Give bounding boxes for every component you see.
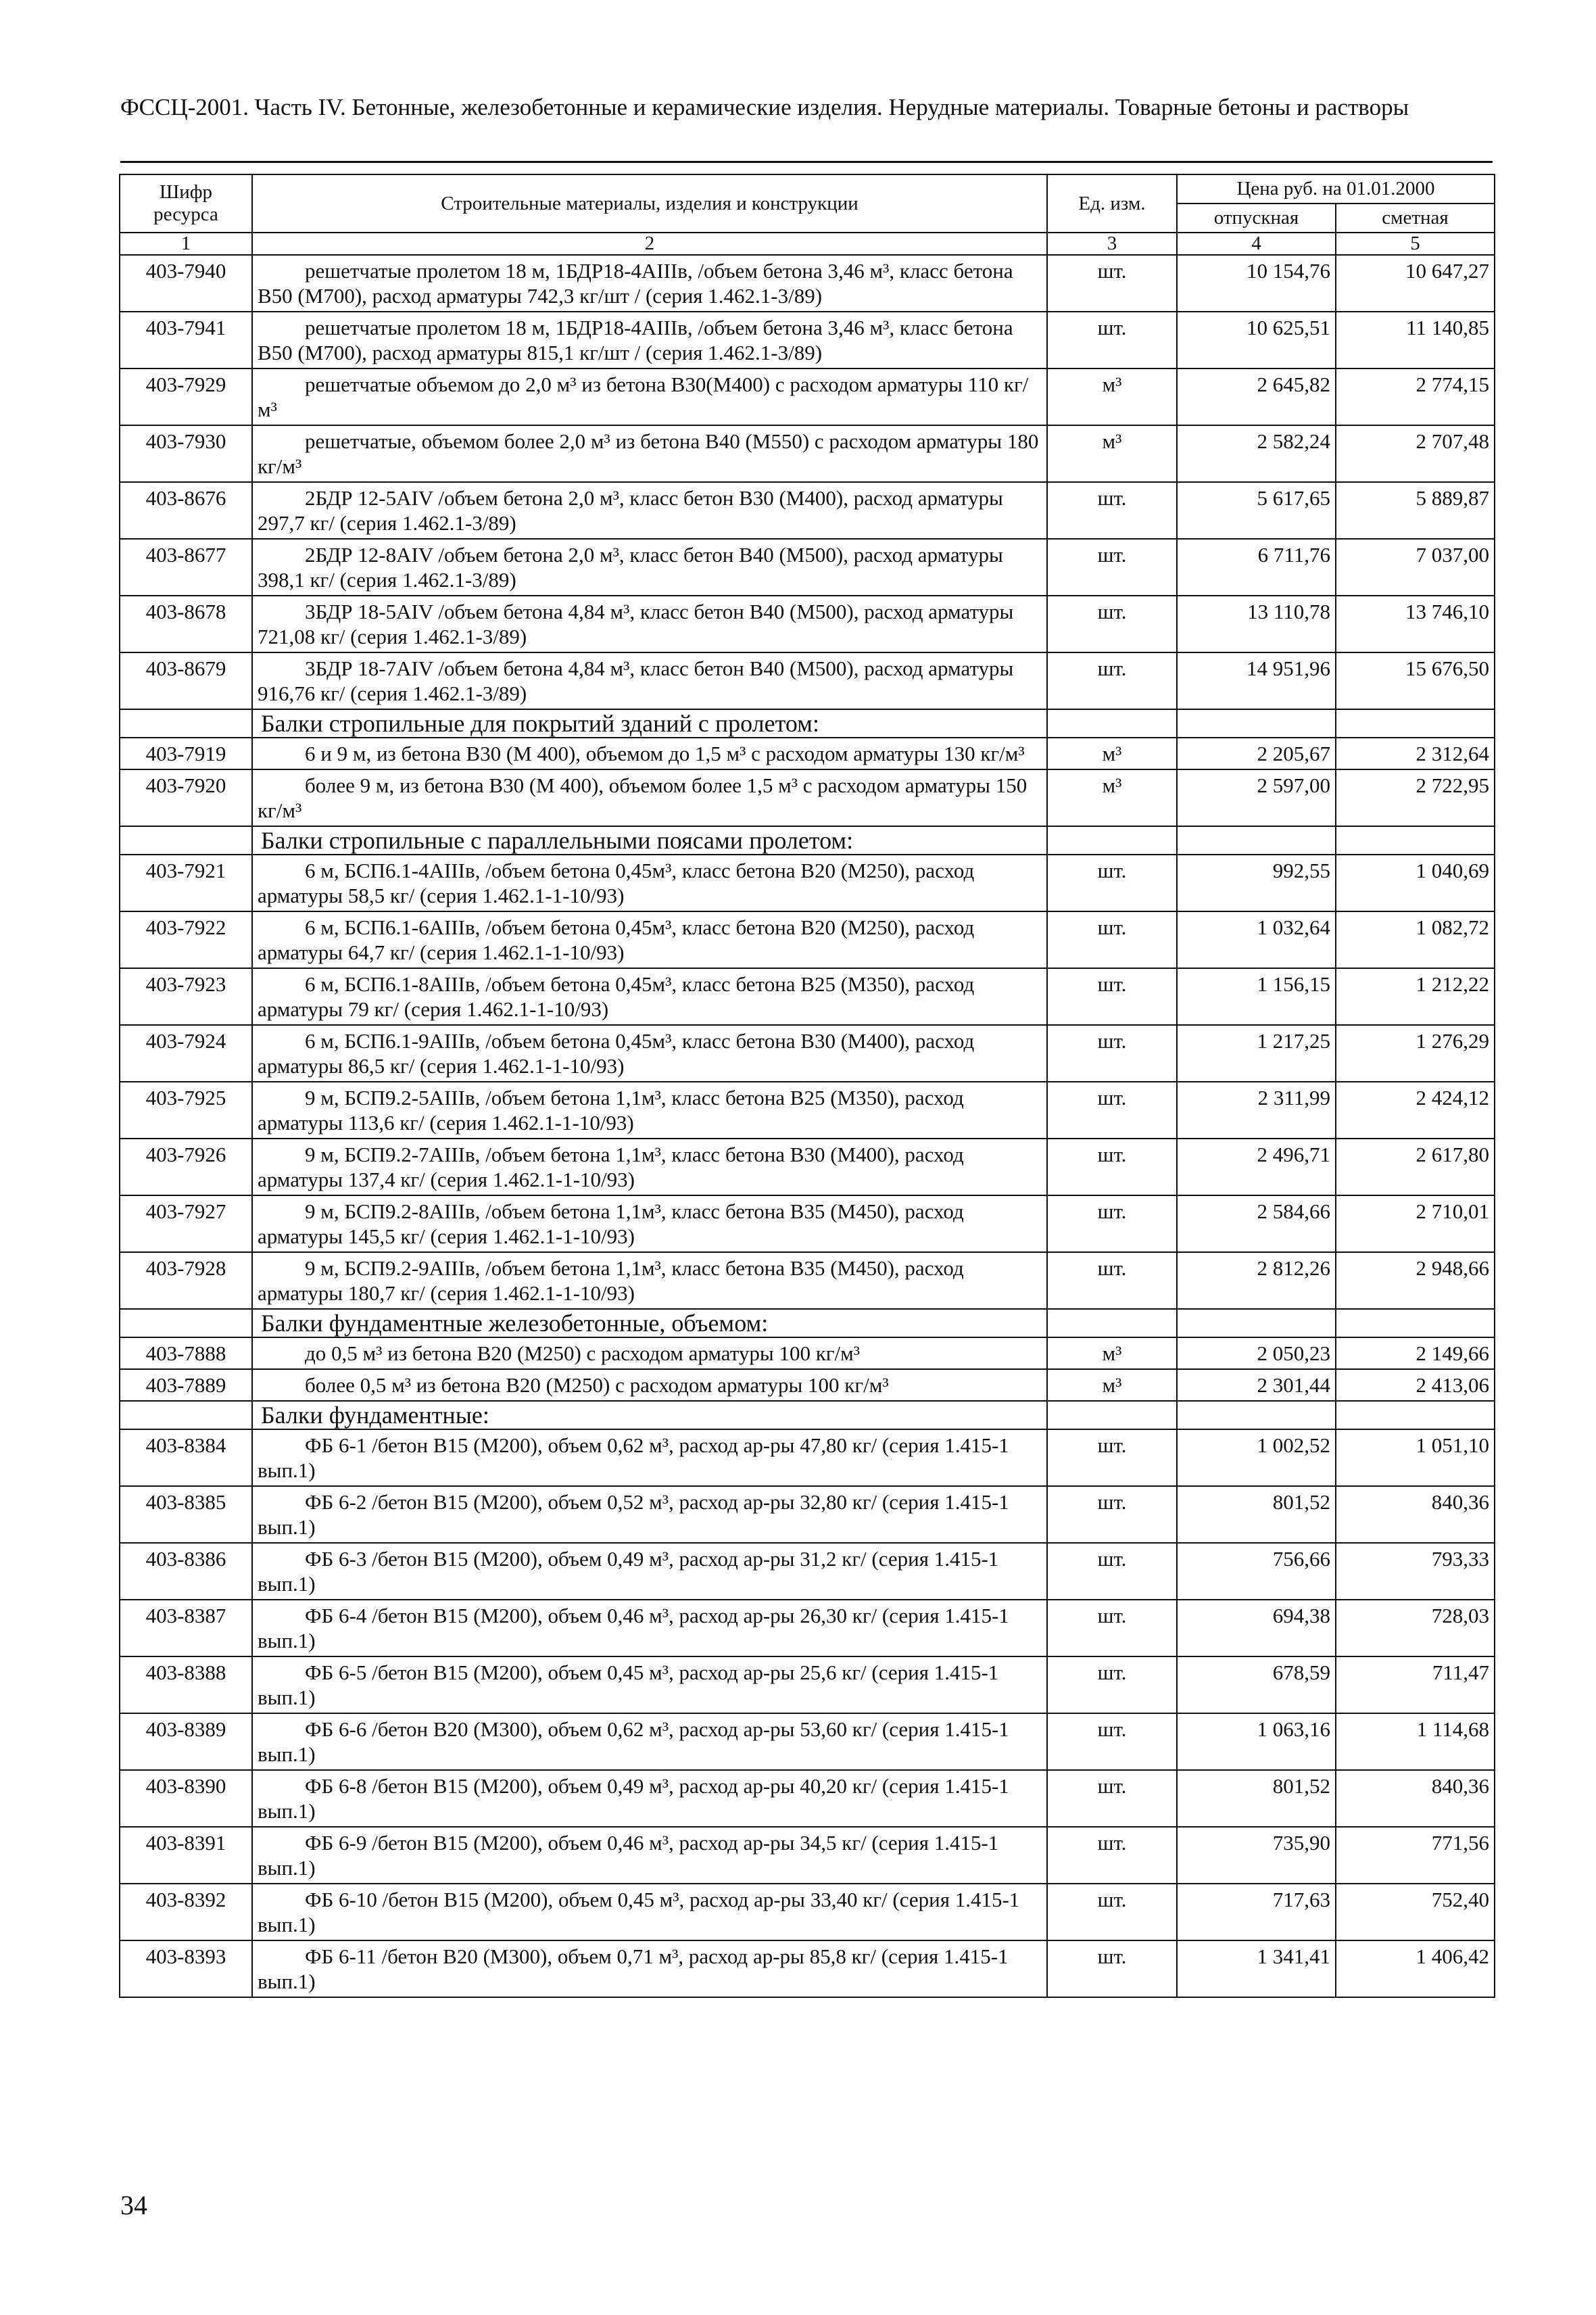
unit-cell: шт. <box>1047 968 1177 1025</box>
unit-cell: шт. <box>1047 1713 1177 1770</box>
unit-cell: шт. <box>1047 1940 1177 1997</box>
unit-cell: м³ <box>1047 769 1177 826</box>
column-index: 4 <box>1177 233 1336 255</box>
estimate-price-cell: 1 051,10 <box>1336 1429 1495 1486</box>
release-price-cell: 735,90 <box>1177 1827 1336 1884</box>
table-row <box>120 1139 1495 1195</box>
resource-code-cell: 403-8678 <box>120 596 252 652</box>
table-row <box>120 1429 1495 1486</box>
table-row <box>120 1543 1495 1600</box>
table-row <box>120 596 1495 652</box>
estimate-price-cell: 10 647,27 <box>1336 255 1495 312</box>
description-cell: решетчатые объемом до 2,0 м³ из бетона В30(М400) с расходом арматуры 110 кг/м³ <box>252 368 1047 425</box>
release-price-cell: 2 205,67 <box>1177 738 1336 769</box>
price-table <box>119 174 1495 1998</box>
table-row <box>120 1827 1495 1884</box>
release-price-cell: 2 311,99 <box>1177 1082 1336 1139</box>
estimate-price-cell: 2 774,15 <box>1336 368 1495 425</box>
unit-cell: шт. <box>1047 482 1177 539</box>
release-price-cell: 10 625,51 <box>1177 312 1336 368</box>
release-price-cell: 2 582,24 <box>1177 425 1336 482</box>
unit-cell: шт. <box>1047 1195 1177 1252</box>
description-cell: ФБ 6-11 /бетон В20 (М300), объем 0,71 м³, расход ар-ры 85,8 кг/ (серия 1.415-1 вып.1) <box>252 1940 1047 1997</box>
table-row <box>120 425 1495 482</box>
unit-cell: шт. <box>1047 1429 1177 1486</box>
unit-cell: шт. <box>1047 312 1177 368</box>
estimate-price-cell: 2 707,48 <box>1336 425 1495 482</box>
page-header: ФССЦ-2001. Часть IV. Бетонные, железобетонные и керамические изделия. Нерудные материалы. Товарные бетоны и растворы <box>120 94 1409 120</box>
release-price-cell: 14 951,96 <box>1177 652 1336 709</box>
resource-code-cell: 403-7930 <box>120 425 252 482</box>
description-cell: 3БДР 18-5АIV /объем бетона 4,84 м³, класс бетон В40 (М500), расход арматуры 721,08 кг/ (серия 1.462.1-3/89) <box>252 596 1047 652</box>
resource-code-cell: 403-8677 <box>120 539 252 596</box>
resource-code-cell: 403-7928 <box>120 1252 252 1309</box>
description-cell: 2БДР 12-8АIV /объем бетона 2,0 м³, класс бетон В40 (М500), расход арматуры 398,1 кг/ (серия 1.462.1-3/89) <box>252 539 1047 596</box>
table-row <box>120 1369 1495 1401</box>
table-row <box>120 652 1495 709</box>
resource-code-cell: 403-8389 <box>120 1713 252 1770</box>
estimate-price-cell: 2 948,66 <box>1336 1252 1495 1309</box>
release-price-cell: 678,59 <box>1177 1656 1336 1713</box>
estimate-price-cell: 2 722,95 <box>1336 769 1495 826</box>
column-header-description: Строительные материалы, изделия и конструкции <box>252 174 1047 233</box>
release-price-cell: 6 711,76 <box>1177 539 1336 596</box>
resource-code-cell: 403-8393 <box>120 1940 252 1997</box>
table-row <box>120 1656 1495 1713</box>
description-cell: 9 м, БСП9.2-5АIIIв, /объем бетона 1,1м³, класс бетона В25 (М350), расход арматуры 113,6 кг/ (серия 1.462.1-1-10/93) <box>252 1082 1047 1139</box>
resource-code-cell: 403-7919 <box>120 738 252 769</box>
unit-cell: шт. <box>1047 1770 1177 1827</box>
estimate-price-cell: 2 710,01 <box>1336 1195 1495 1252</box>
section-spacer <box>1336 709 1495 738</box>
resource-code-cell: 403-7940 <box>120 255 252 312</box>
resource-code-cell: 403-7927 <box>120 1195 252 1252</box>
estimate-price-cell: 7 037,00 <box>1336 539 1495 596</box>
description-cell: решетчатые пролетом 18 м, 1БДР18-4АIIIв, /объем бетона 3,46 м³, класс бетона В50 (М700), расход арматуры 742,3 кг/шт / (серия 1.462.1-3/89) <box>252 255 1047 312</box>
table-row <box>120 368 1495 425</box>
section-spacer <box>1336 1309 1495 1337</box>
unit-cell: шт. <box>1047 1884 1177 1940</box>
section-spacer <box>1336 1401 1495 1429</box>
unit-cell: м³ <box>1047 368 1177 425</box>
resource-code-cell: 403-8385 <box>120 1486 252 1543</box>
release-price-cell: 2 301,44 <box>1177 1369 1336 1401</box>
section-title: Балки фундаментные: <box>252 1401 1047 1429</box>
estimate-price-cell: 840,36 <box>1336 1770 1495 1827</box>
page-number: 34 <box>120 2190 147 2220</box>
section-row <box>120 826 1495 855</box>
resource-code-cell: 403-8384 <box>120 1429 252 1486</box>
description-cell: ФБ 6-1 /бетон В15 (М200), объем 0,62 м³, расход ар-ры 47,80 кг/ (серия 1.415-1 вып.1) <box>252 1429 1047 1486</box>
resource-code-cell: 403-8387 <box>120 1600 252 1656</box>
description-cell: ФБ 6-10 /бетон В15 (М200), объем 0,45 м³, расход ар-ры 33,40 кг/ (серия 1.415-1 вып.1) <box>252 1884 1047 1940</box>
table-row <box>120 738 1495 769</box>
release-price-cell: 1 032,64 <box>1177 911 1336 968</box>
unit-cell: шт. <box>1047 1486 1177 1543</box>
table-row <box>120 1600 1495 1656</box>
section-spacer <box>1177 826 1336 855</box>
release-price-cell: 717,63 <box>1177 1884 1336 1940</box>
unit-cell: шт. <box>1047 1252 1177 1309</box>
column-index-row <box>120 233 1495 255</box>
section-spacer <box>1177 1401 1336 1429</box>
estimate-price-cell: 1 406,42 <box>1336 1940 1495 1997</box>
table-row <box>120 1713 1495 1770</box>
estimate-price-cell: 1 082,72 <box>1336 911 1495 968</box>
section-spacer <box>1047 1309 1177 1337</box>
resource-code-cell: 403-7922 <box>120 911 252 968</box>
description-cell: ФБ 6-8 /бетон В15 (М200), объем 0,49 м³, расход ар-ры 40,20 кг/ (серия 1.415-1 вып.1) <box>252 1770 1047 1827</box>
release-price-cell: 1 341,41 <box>1177 1940 1336 1997</box>
resource-code-cell: 403-7929 <box>120 368 252 425</box>
resource-code-cell: 403-7941 <box>120 312 252 368</box>
table-row <box>120 968 1495 1025</box>
description-cell: решетчатые пролетом 18 м, 1БДР18-4АIIIв, /объем бетона 3,46 м³, класс бетона В50 (М700), расход арматуры 815,1 кг/шт / (серия 1.462.1-3/89) <box>252 312 1047 368</box>
description-cell: более 0,5 м³ из бетона В20 (М250) с расходом арматуры 100 кг/м³ <box>252 1369 1047 1401</box>
column-index: 3 <box>1047 233 1177 255</box>
section-title: Балки стропильные для покрытий зданий с пролетом: <box>252 709 1047 738</box>
release-price-cell: 756,66 <box>1177 1543 1336 1600</box>
unit-cell: шт. <box>1047 1600 1177 1656</box>
table-row <box>120 255 1495 312</box>
section-spacer <box>120 709 252 738</box>
table-row <box>120 1770 1495 1827</box>
description-cell: более 9 м, из бетона В30 (М 400), объемом более 1,5 м³ с расходом арматуры 150 кг/м³ <box>252 769 1047 826</box>
unit-cell: шт. <box>1047 539 1177 596</box>
column-index: 1 <box>120 233 252 255</box>
table-row <box>120 1252 1495 1309</box>
column-header-code: Шифр ресурса <box>120 174 252 233</box>
description-cell: до 0,5 м³ из бетона В20 (М250) с расходом арматуры 100 кг/м³ <box>252 1337 1047 1369</box>
resource-code-cell: 403-8386 <box>120 1543 252 1600</box>
table-row <box>120 1025 1495 1082</box>
description-cell: решетчатые, объемом более 2,0 м³ из бетона В40 (М550) с расходом арматуры 180 кг/м³ <box>252 425 1047 482</box>
estimate-price-cell: 2 312,64 <box>1336 738 1495 769</box>
resource-code-cell: 403-7920 <box>120 769 252 826</box>
table-row <box>120 482 1495 539</box>
estimate-price-cell: 1 114,68 <box>1336 1713 1495 1770</box>
unit-cell: м³ <box>1047 1337 1177 1369</box>
release-price-cell: 2 597,00 <box>1177 769 1336 826</box>
release-price-cell: 13 110,78 <box>1177 596 1336 652</box>
estimate-price-cell: 2 424,12 <box>1336 1082 1495 1139</box>
estimate-price-cell: 840,36 <box>1336 1486 1495 1543</box>
description-cell: 6 м, БСП6.1-8АIIIв, /объем бетона 0,45м³, класс бетона В25 (М350), расход арматуры 79 кг/ (серия 1.462.1-1-10/93) <box>252 968 1047 1025</box>
estimate-price-cell: 1 212,22 <box>1336 968 1495 1025</box>
estimate-price-cell: 2 149,66 <box>1336 1337 1495 1369</box>
description-cell: 6 и 9 м, из бетона В30 (М 400), объемом до 1,5 м³ с расходом арматуры 130 кг/м³ <box>252 738 1047 769</box>
estimate-price-cell: 1 040,69 <box>1336 855 1495 911</box>
section-spacer <box>1047 1401 1177 1429</box>
release-price-cell: 5 617,65 <box>1177 482 1336 539</box>
release-price-cell: 694,38 <box>1177 1600 1336 1656</box>
release-price-cell: 10 154,76 <box>1177 255 1336 312</box>
unit-cell: м³ <box>1047 425 1177 482</box>
estimate-price-cell: 711,47 <box>1336 1656 1495 1713</box>
estimate-price-cell: 728,03 <box>1336 1600 1495 1656</box>
resource-code-cell: 403-8679 <box>120 652 252 709</box>
resource-code-cell: 403-8390 <box>120 1770 252 1827</box>
description-cell: 9 м, БСП9.2-7АIIIв, /объем бетона 1,1м³, класс бетона В30 (М400), расход арматуры 137,4 кг/ (серия 1.462.1-1-10/93) <box>252 1139 1047 1195</box>
unit-cell: м³ <box>1047 1369 1177 1401</box>
estimate-price-cell: 793,33 <box>1336 1543 1495 1600</box>
estimate-price-cell: 752,40 <box>1336 1884 1495 1940</box>
section-spacer <box>120 1401 252 1429</box>
unit-cell: шт. <box>1047 1139 1177 1195</box>
section-spacer <box>1177 1309 1336 1337</box>
unit-cell: шт. <box>1047 652 1177 709</box>
estimate-price-cell: 2 413,06 <box>1336 1369 1495 1401</box>
column-header-unit: Ед. изм. <box>1047 174 1177 233</box>
column-header-price-group: Цена руб. на 01.01.2000 <box>1177 174 1495 204</box>
table-row <box>120 1884 1495 1940</box>
release-price-cell: 1 063,16 <box>1177 1713 1336 1770</box>
table-row <box>120 539 1495 596</box>
table-row <box>120 1337 1495 1369</box>
table-row <box>120 911 1495 968</box>
resource-code-cell: 403-7888 <box>120 1337 252 1369</box>
release-price-cell: 1 002,52 <box>1177 1429 1336 1486</box>
release-price-cell: 2 584,66 <box>1177 1195 1336 1252</box>
description-cell: 6 м, БСП6.1-9АIIIв, /объем бетона 0,45м³, класс бетона В30 (М400), расход арматуры 86,5 кг/ (серия 1.462.1-1-10/93) <box>252 1025 1047 1082</box>
resource-code-cell: 403-7923 <box>120 968 252 1025</box>
unit-cell: шт. <box>1047 1656 1177 1713</box>
column-index: 2 <box>252 233 1047 255</box>
header-divider <box>120 161 1493 163</box>
section-row <box>120 709 1495 738</box>
table-row <box>120 855 1495 911</box>
resource-code-cell: 403-7889 <box>120 1369 252 1401</box>
release-price-cell: 801,52 <box>1177 1486 1336 1543</box>
release-price-cell: 1 156,15 <box>1177 968 1336 1025</box>
release-price-cell: 2 050,23 <box>1177 1337 1336 1369</box>
table-row <box>120 1486 1495 1543</box>
unit-cell: шт. <box>1047 1827 1177 1884</box>
section-row <box>120 1401 1495 1429</box>
release-price-cell: 992,55 <box>1177 855 1336 911</box>
table-row <box>120 769 1495 826</box>
unit-cell: шт. <box>1047 255 1177 312</box>
release-price-cell: 1 217,25 <box>1177 1025 1336 1082</box>
unit-cell: шт. <box>1047 1082 1177 1139</box>
section-title: Балки стропильные с параллельными поясами пролетом: <box>252 826 1047 855</box>
section-spacer <box>1047 826 1177 855</box>
release-price-cell: 2 645,82 <box>1177 368 1336 425</box>
table-row <box>120 1082 1495 1139</box>
unit-cell: м³ <box>1047 738 1177 769</box>
description-cell: ФБ 6-5 /бетон В15 (М200), объем 0,45 м³, расход ар-ры 25,6 кг/ (серия 1.415-1 вып.1) <box>252 1656 1047 1713</box>
description-cell: ФБ 6-9 /бетон В15 (М200), объем 0,46 м³, расход ар-ры 34,5 кг/ (серия 1.415-1 вып.1) <box>252 1827 1047 1884</box>
description-cell: ФБ 6-4 /бетон В15 (М200), объем 0,46 м³, расход ар-ры 26,30 кг/ (серия 1.415-1 вып.1) <box>252 1600 1047 1656</box>
release-price-cell: 801,52 <box>1177 1770 1336 1827</box>
description-cell: 9 м, БСП9.2-8АIIIв, /объем бетона 1,1м³, класс бетона В35 (М450), расход арматуры 145,5 кг/ (серия 1.462.1-1-10/93) <box>252 1195 1047 1252</box>
column-header-estimate-price: сметная <box>1336 204 1495 233</box>
description-cell: 9 м, БСП9.2-9АIIIв, /объем бетона 1,1м³, класс бетона В35 (М450), расход арматуры 180,7 кг/ (серия 1.462.1-1-10/93) <box>252 1252 1047 1309</box>
resource-code-cell: 403-8391 <box>120 1827 252 1884</box>
estimate-price-cell: 771,56 <box>1336 1827 1495 1884</box>
description-cell: 3БДР 18-7АIV /объем бетона 4,84 м³, класс бетон В40 (М500), расход арматуры 916,76 кг/ (серия 1.462.1-3/89) <box>252 652 1047 709</box>
section-spacer <box>120 826 252 855</box>
resource-code-cell: 403-7926 <box>120 1139 252 1195</box>
release-price-cell: 2 812,26 <box>1177 1252 1336 1309</box>
section-spacer <box>1177 709 1336 738</box>
section-spacer <box>1047 709 1177 738</box>
unit-cell: шт. <box>1047 855 1177 911</box>
estimate-price-cell: 13 746,10 <box>1336 596 1495 652</box>
estimate-price-cell: 11 140,85 <box>1336 312 1495 368</box>
resource-code-cell: 403-8392 <box>120 1884 252 1940</box>
unit-cell: шт. <box>1047 596 1177 652</box>
resource-code-cell: 403-7925 <box>120 1082 252 1139</box>
column-index: 5 <box>1336 233 1495 255</box>
unit-cell: шт. <box>1047 911 1177 968</box>
price-table-body <box>120 255 1495 1997</box>
unit-cell: шт. <box>1047 1025 1177 1082</box>
section-title: Балки фундаментные железобетонные, объемом: <box>252 1309 1047 1337</box>
price-table-head <box>120 174 1495 255</box>
section-row <box>120 1309 1495 1337</box>
description-cell: 2БДР 12-5АIV /объем бетона 2,0 м³, класс бетон В30 (М400), расход арматуры 297,7 кг/ (серия 1.462.1-3/89) <box>252 482 1047 539</box>
table-row <box>120 1940 1495 1997</box>
resource-code-cell: 403-7924 <box>120 1025 252 1082</box>
table-row <box>120 1195 1495 1252</box>
estimate-price-cell: 5 889,87 <box>1336 482 1495 539</box>
resource-code-cell: 403-7921 <box>120 855 252 911</box>
section-spacer <box>1336 826 1495 855</box>
description-cell: 6 м, БСП6.1-6АIIIв, /объем бетона 0,45м³, класс бетона В20 (М250), расход арматуры 64,7 кг/ (серия 1.462.1-1-10/93) <box>252 911 1047 968</box>
table-row <box>120 312 1495 368</box>
estimate-price-cell: 1 276,29 <box>1336 1025 1495 1082</box>
estimate-price-cell: 2 617,80 <box>1336 1139 1495 1195</box>
estimate-price-cell: 15 676,50 <box>1336 652 1495 709</box>
column-header-release-price: отпускная <box>1177 204 1336 233</box>
description-cell: ФБ 6-2 /бетон В15 (М200), объем 0,52 м³, расход ар-ры 32,80 кг/ (серия 1.415-1 вып.1) <box>252 1486 1047 1543</box>
resource-code-cell: 403-8676 <box>120 482 252 539</box>
section-spacer <box>120 1309 252 1337</box>
description-cell: 6 м, БСП6.1-4АIIIв, /объем бетона 0,45м³, класс бетона В20 (М250), расход арматуры 58,5 кг/ (серия 1.462.1-1-10/93) <box>252 855 1047 911</box>
description-cell: ФБ 6-6 /бетон В20 (М300), объем 0,62 м³, расход ар-ры 53,60 кг/ (серия 1.415-1 вып.1) <box>252 1713 1047 1770</box>
unit-cell: шт. <box>1047 1543 1177 1600</box>
description-cell: ФБ 6-3 /бетон В15 (М200), объем 0,49 м³, расход ар-ры 31,2 кг/ (серия 1.415-1 вып.1) <box>252 1543 1047 1600</box>
resource-code-cell: 403-8388 <box>120 1656 252 1713</box>
release-price-cell: 2 496,71 <box>1177 1139 1336 1195</box>
